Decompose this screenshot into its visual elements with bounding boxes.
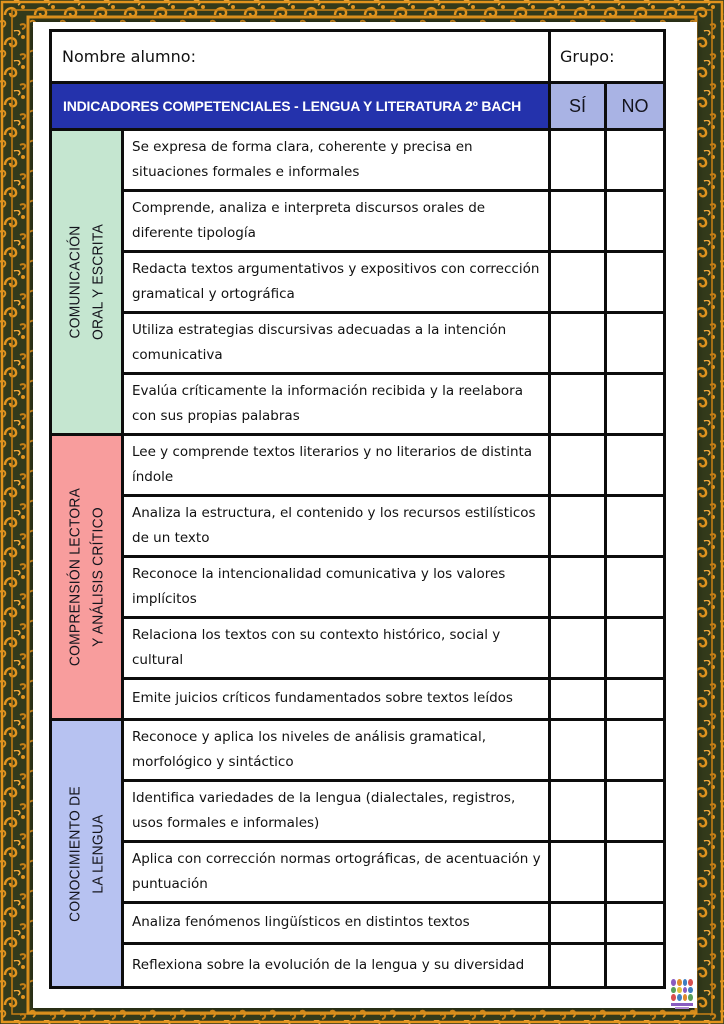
indicator-text: Aplica con corrección normas ortográficas, de acentuación y puntuación	[124, 843, 548, 901]
no-checkbox-cell[interactable]	[607, 314, 663, 372]
indicator-text: Reflexiona sobre la evolución de la lengua y su diversidad	[124, 945, 548, 986]
indicator-text: Evalúa críticamente la información recibida y la reelabora con sus propias palabras	[124, 375, 548, 433]
yes-checkbox-cell[interactable]	[551, 253, 604, 311]
indicator-text: Comprende, analiza e interpreta discursos orales de diferente tipología	[124, 192, 548, 250]
yes-checkbox-cell[interactable]	[551, 436, 604, 494]
no-checkbox-cell[interactable]	[607, 253, 663, 311]
no-checkbox-cell[interactable]	[607, 558, 663, 616]
yes-checkbox-cell[interactable]	[551, 680, 604, 718]
yes-column-header: SÍ	[551, 84, 604, 128]
indicator-text: Emite juicios críticos fundamentados sobre textos leídos	[124, 680, 548, 718]
indicator-text: Utiliza estrategias discursivas adecuadas a la intención comunicativa	[124, 314, 548, 372]
yes-checkbox-cell[interactable]	[551, 375, 604, 433]
yes-checkbox-cell[interactable]	[551, 497, 604, 555]
no-checkbox-cell[interactable]	[607, 436, 663, 494]
yes-checkbox-cell[interactable]	[551, 945, 604, 986]
yes-checkbox-cell[interactable]	[551, 314, 604, 372]
yes-checkbox-cell[interactable]	[551, 782, 604, 840]
competency-table	[49, 29, 666, 989]
no-checkbox-cell[interactable]	[607, 619, 663, 677]
yes-checkbox-cell[interactable]	[551, 192, 604, 250]
yes-checkbox-cell[interactable]	[551, 843, 604, 901]
indicator-text: Reconoce y aplica los niveles de análisis gramatical, morfológico y sintáctico	[124, 721, 548, 779]
indicator-text: Analiza fenómenos lingüísticos en distintos textos	[124, 904, 548, 942]
yes-checkbox-cell[interactable]	[551, 904, 604, 942]
yes-checkbox-cell[interactable]	[551, 131, 604, 189]
section-label-line: ORAL Y ESCRITA	[88, 223, 106, 341]
no-checkbox-cell[interactable]	[607, 680, 663, 718]
no-checkbox-cell[interactable]	[607, 945, 663, 986]
section-label-comprension	[52, 436, 121, 718]
group-field[interactable]: Grupo:	[551, 32, 663, 81]
indicator-text: Identifica variedades de la lengua (dialectales, registros, usos formales e informales)	[124, 782, 548, 840]
publisher-stamp-icon	[671, 979, 693, 1009]
no-checkbox-cell[interactable]	[607, 904, 663, 942]
no-checkbox-cell[interactable]	[607, 375, 663, 433]
no-column-header: NO	[607, 84, 663, 128]
yes-checkbox-cell[interactable]	[551, 721, 604, 779]
indicator-text: Analiza la estructura, el contenido y los recursos estilísticos de un texto	[124, 497, 548, 555]
no-checkbox-cell[interactable]	[607, 843, 663, 901]
no-checkbox-cell[interactable]	[607, 192, 663, 250]
yes-checkbox-cell[interactable]	[551, 558, 604, 616]
student-name-field[interactable]: Nombre alumno:	[52, 32, 548, 81]
section-label-conocimiento	[52, 721, 121, 986]
indicator-text: Reconoce la intencionalidad comunicativa y los valores implícitos	[124, 558, 548, 616]
section-label-line: Y ANÁLISIS CRÍTICO	[88, 507, 106, 647]
indicator-text: Relaciona los textos con su contexto histórico, social y cultural	[124, 619, 548, 677]
indicator-text: Se expresa de forma clara, coherente y precisa en situaciones formales e informales	[124, 131, 548, 189]
document-page	[33, 22, 697, 1008]
no-checkbox-cell[interactable]	[607, 497, 663, 555]
no-checkbox-cell[interactable]	[607, 131, 663, 189]
section-label-line: COMPRENSIÓN LECTORA	[66, 487, 83, 667]
yes-checkbox-cell[interactable]	[551, 619, 604, 677]
section-label-line: LA LENGUA	[88, 813, 106, 894]
table-title: INDICADORES COMPETENCIALES - LENGUA Y LITERATURA 2º BACH	[52, 84, 548, 128]
indicator-text: Redacta textos argumentativos y expositivos con corrección gramatical y ortográfica	[124, 253, 548, 311]
section-label-line: COMUNICACIÓN	[66, 225, 83, 339]
section-label-line: CONOCIMIENTO DE	[66, 785, 83, 922]
indicator-text: Lee y comprende textos literarios y no literarios de distinta índole	[124, 436, 548, 494]
no-checkbox-cell[interactable]	[607, 721, 663, 779]
section-label-comunicacion	[52, 131, 121, 433]
no-checkbox-cell[interactable]	[607, 782, 663, 840]
